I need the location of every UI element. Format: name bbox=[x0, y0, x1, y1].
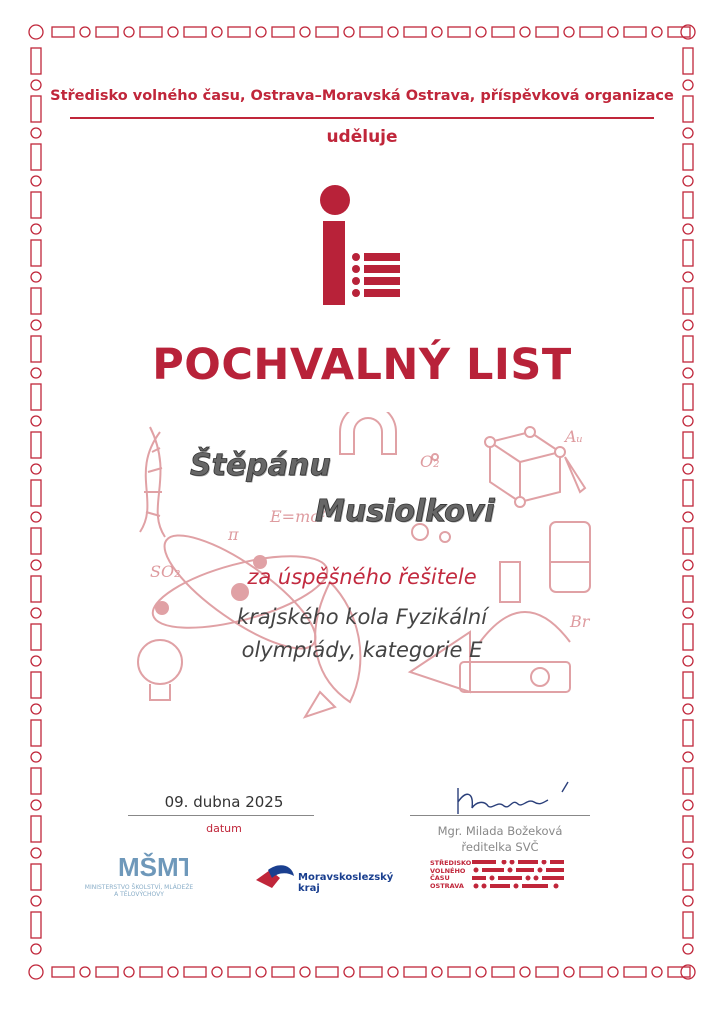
border-ornament bbox=[404, 27, 426, 37]
border-ornament bbox=[80, 967, 90, 977]
border-ornament bbox=[624, 27, 646, 37]
signatory-role: ředitelka SVČ bbox=[461, 840, 539, 854]
border-ornament bbox=[272, 27, 294, 37]
reason-line-3: olympiády, kategorie E bbox=[241, 638, 483, 662]
border-ornament bbox=[31, 320, 41, 330]
border-ornament bbox=[31, 720, 41, 746]
border-ornament bbox=[31, 288, 41, 314]
border-ornament bbox=[404, 967, 426, 977]
border-ornament bbox=[31, 704, 41, 714]
border-ornament bbox=[683, 768, 693, 794]
border-ornament bbox=[212, 967, 222, 977]
border-ornament bbox=[652, 27, 662, 37]
border-ornament bbox=[168, 967, 178, 977]
border-ornament bbox=[316, 27, 338, 37]
border-ornament bbox=[31, 144, 41, 170]
border-ornament bbox=[29, 965, 43, 979]
handwritten-signature bbox=[448, 772, 578, 818]
border-ornament bbox=[476, 967, 486, 977]
border-ornament bbox=[228, 27, 250, 37]
svc-dots-logo-icon bbox=[472, 860, 564, 892]
border-ornament bbox=[520, 27, 530, 37]
border-ornament bbox=[124, 967, 134, 977]
border-ornament bbox=[683, 240, 693, 266]
border-ornament bbox=[652, 967, 662, 977]
border-ornament bbox=[683, 848, 693, 858]
svc-i-logo-icon bbox=[318, 183, 404, 307]
border-ornament bbox=[31, 912, 41, 938]
border-ornament bbox=[683, 288, 693, 314]
border-ornament bbox=[31, 224, 41, 234]
border-ornament bbox=[683, 704, 693, 714]
border-ornament bbox=[492, 967, 514, 977]
border-ornament bbox=[683, 320, 693, 330]
border-ornament bbox=[300, 967, 310, 977]
svc-line-4: OSTRAVA bbox=[430, 881, 464, 890]
svg-text:π: π bbox=[228, 525, 239, 544]
signatory-name: Mgr. Milada Božeková bbox=[437, 824, 563, 838]
border-ornament bbox=[683, 816, 693, 842]
border-ornament bbox=[608, 967, 618, 977]
border-ornament bbox=[29, 25, 43, 39]
border-ornament bbox=[31, 176, 41, 186]
border-ornament bbox=[31, 480, 41, 506]
svg-text:Br: Br bbox=[570, 612, 590, 631]
border-ornament bbox=[683, 896, 693, 906]
border-ornament bbox=[31, 768, 41, 794]
border-ornament bbox=[316, 967, 338, 977]
border-ornament bbox=[184, 967, 206, 977]
award-date: 09. dubna 2025 bbox=[164, 793, 284, 811]
border-ornament bbox=[683, 720, 693, 746]
border-ornament bbox=[140, 967, 162, 977]
border-ornament bbox=[31, 800, 41, 810]
svg-text:MŠMT: MŠMT bbox=[118, 852, 188, 882]
border-ornament bbox=[448, 27, 470, 37]
border-ornament bbox=[683, 176, 693, 186]
border-ornament bbox=[683, 224, 693, 234]
border-ornament bbox=[31, 192, 41, 218]
svc-logo-text bbox=[430, 860, 471, 890]
border-ornament bbox=[564, 27, 574, 37]
border-ornament bbox=[448, 967, 470, 977]
date-underline bbox=[128, 815, 314, 816]
border-ornament bbox=[683, 144, 693, 170]
border-ornament bbox=[668, 27, 690, 37]
border-ornament bbox=[536, 27, 558, 37]
border-ornament bbox=[683, 272, 693, 282]
border-ornament bbox=[31, 240, 41, 266]
border-ornament bbox=[31, 896, 41, 906]
organization-name: Středisko volného času, Ostrava–Moravská Ostrava, příspěvková organizace bbox=[50, 88, 674, 104]
border-ornament bbox=[228, 967, 250, 977]
border-ornament bbox=[683, 944, 693, 954]
border-ornament bbox=[344, 967, 354, 977]
svg-text:Aᵤ: Aᵤ bbox=[565, 427, 583, 446]
recipient-last-name: Musiolkovi bbox=[315, 494, 495, 529]
reason-line-1: za úspěšného řešitele bbox=[247, 565, 477, 589]
border-ornament bbox=[31, 432, 41, 458]
date-label: datum bbox=[206, 822, 242, 835]
border-ornament bbox=[256, 27, 266, 37]
border-ornament bbox=[31, 48, 41, 74]
border-ornament bbox=[683, 464, 693, 474]
border-ornament bbox=[683, 912, 693, 938]
border-ornament bbox=[360, 967, 382, 977]
border-ornament bbox=[683, 672, 693, 698]
region-line-2: kraj bbox=[298, 883, 320, 894]
svg-text:SO₂: SO₂ bbox=[150, 562, 181, 581]
border-ornament bbox=[31, 752, 41, 762]
ministry-caption: MINISTERSTVO ŠKOLSTVÍ, MLÁDEŽE A TĚLOVÝCHOVY bbox=[84, 884, 194, 898]
svg-text:O₂: O₂ bbox=[420, 452, 440, 471]
border-ornament bbox=[668, 967, 690, 977]
border-ornament bbox=[52, 967, 74, 977]
certificate-title: POCHVALNÝ LIST bbox=[152, 340, 572, 390]
awards-text: uděluje bbox=[326, 127, 398, 147]
border-ornament bbox=[683, 416, 693, 426]
border-ornament bbox=[683, 432, 693, 458]
border-ornament bbox=[168, 27, 178, 37]
border-ornament bbox=[683, 192, 693, 218]
border-ornament bbox=[360, 27, 382, 37]
border-ornament bbox=[31, 944, 41, 954]
border-ornament bbox=[580, 967, 602, 977]
border-ornament bbox=[683, 864, 693, 890]
svc-line-1: STŘEDISKO bbox=[430, 859, 472, 867]
border-ornament bbox=[432, 27, 442, 37]
border-ornament bbox=[31, 816, 41, 842]
region-line-1: Moravskoslezský bbox=[298, 872, 394, 883]
border-ornament bbox=[31, 528, 41, 554]
border-ornament bbox=[683, 752, 693, 762]
ministry-logo bbox=[108, 848, 188, 882]
border-ornament bbox=[300, 27, 310, 37]
border-ornament bbox=[256, 967, 266, 977]
border-ornament bbox=[388, 967, 398, 977]
moravskoslezsky-kraj-logo-icon bbox=[254, 862, 296, 892]
border-ornament bbox=[683, 480, 693, 506]
svc-line-3: ČASU bbox=[430, 874, 450, 882]
border-ornament bbox=[96, 27, 118, 37]
border-ornament bbox=[212, 27, 222, 37]
reason-line-2: krajského kola Fyzikální bbox=[236, 605, 488, 629]
border-ornament bbox=[31, 672, 41, 698]
border-ornament bbox=[31, 864, 41, 890]
border-ornament bbox=[388, 27, 398, 37]
border-ornament bbox=[683, 528, 693, 554]
border-ornament bbox=[31, 512, 41, 522]
border-ornament bbox=[31, 416, 41, 426]
border-ornament bbox=[564, 967, 574, 977]
border-ornament bbox=[31, 464, 41, 474]
border-ornament bbox=[344, 27, 354, 37]
border-ornament bbox=[272, 967, 294, 977]
border-ornament bbox=[31, 848, 41, 858]
msmt-logo-icon bbox=[108, 848, 188, 882]
border-ornament bbox=[536, 967, 558, 977]
border-ornament bbox=[683, 800, 693, 810]
border-ornament bbox=[31, 272, 41, 282]
svc-line-2: VOLNÉHO bbox=[430, 866, 466, 875]
border-ornament bbox=[96, 967, 118, 977]
svg-text:E=mc²: E=mc² bbox=[270, 507, 326, 526]
border-ornament bbox=[80, 27, 90, 37]
border-ornament bbox=[520, 967, 530, 977]
moravskoslezsky-kraj-name bbox=[298, 872, 393, 894]
border-ornament bbox=[492, 27, 514, 37]
recipient-first-name: Štěpánu bbox=[190, 448, 331, 483]
border-ornament bbox=[184, 27, 206, 37]
border-ornament bbox=[476, 27, 486, 37]
border-ornament bbox=[52, 27, 74, 37]
border-ornament bbox=[624, 967, 646, 977]
border-ornament bbox=[608, 27, 618, 37]
signature-underline bbox=[410, 815, 590, 816]
border-ornament bbox=[580, 27, 602, 37]
border-ornament bbox=[140, 27, 162, 37]
header-divider bbox=[70, 117, 654, 119]
border-ornament bbox=[124, 27, 134, 37]
border-ornament bbox=[683, 48, 693, 74]
border-ornament bbox=[683, 512, 693, 522]
border-ornament bbox=[432, 967, 442, 977]
